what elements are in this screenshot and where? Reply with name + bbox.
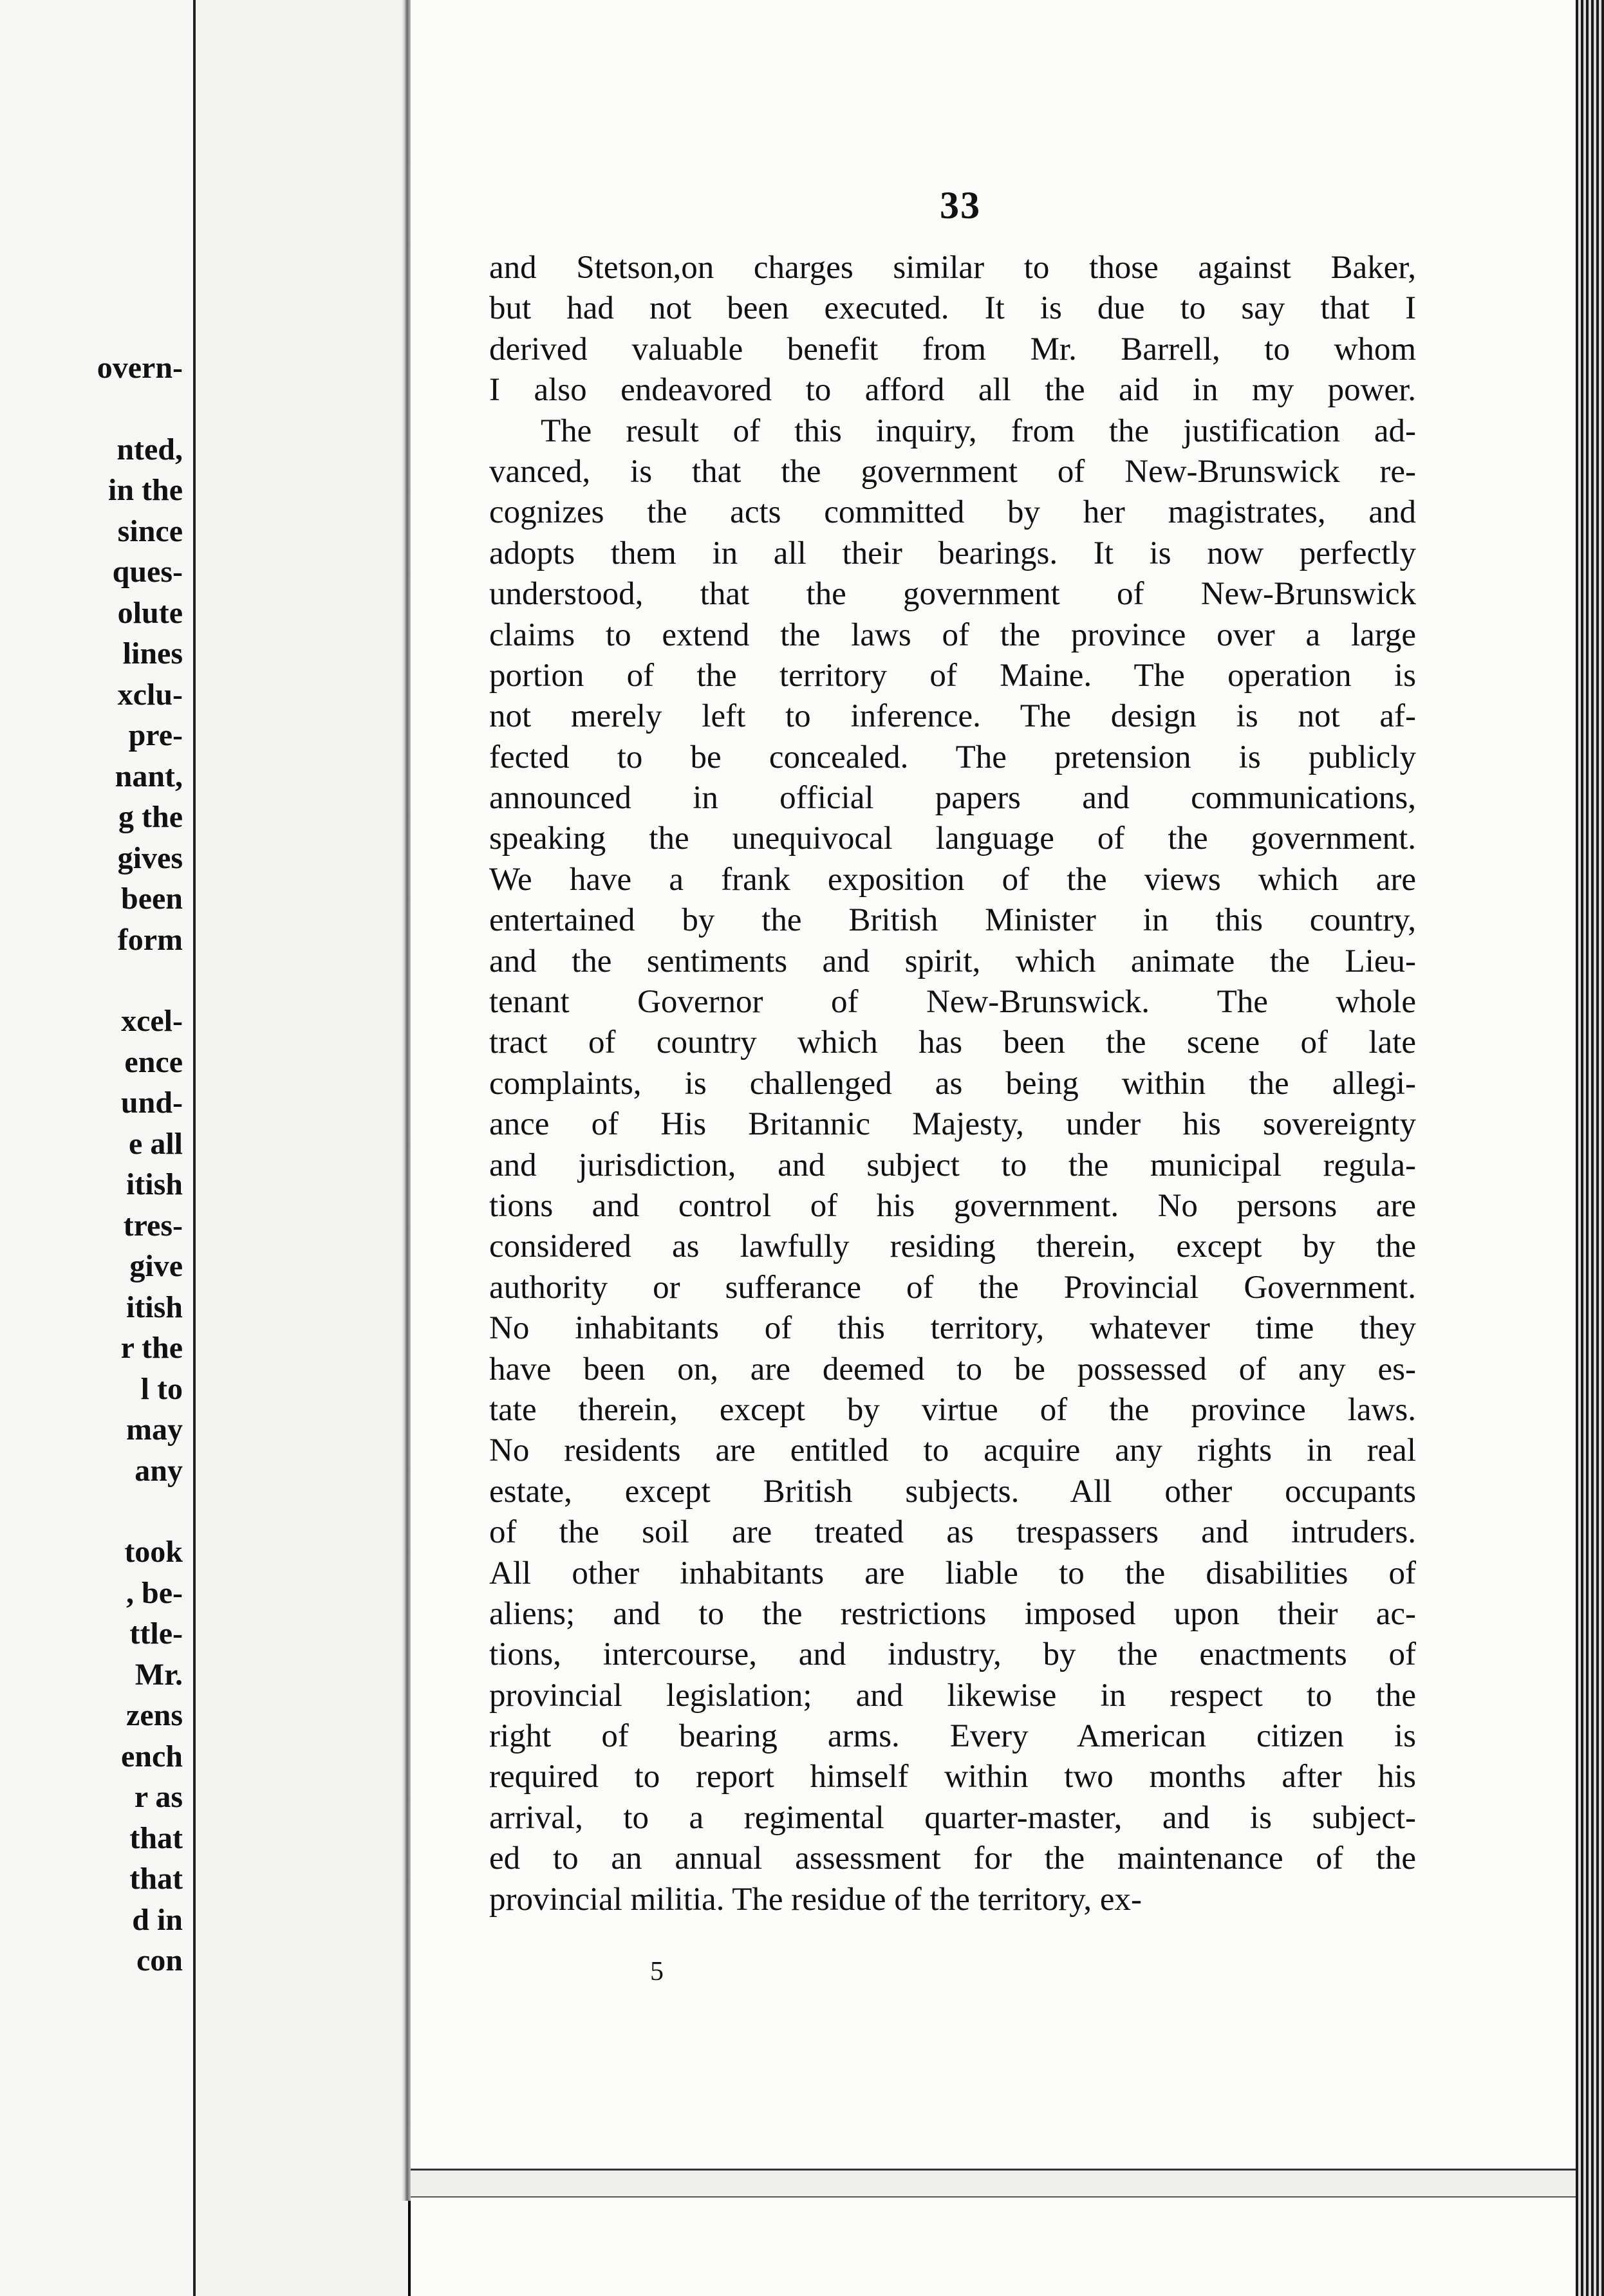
text-line: considered as lawfully residing therein, except by the	[489, 1228, 1416, 1265]
text-line: No inhabitants of this territory, whatever time they	[489, 1310, 1416, 1347]
text-line: understood, that the government of New-Brunswick	[489, 576, 1416, 613]
text-line: fected to be concealed. The pretension is publicly	[489, 739, 1416, 775]
left-fragment: may	[126, 1412, 183, 1447]
page-bottom-edge	[411, 2169, 1576, 2198]
left-fragment: since	[117, 514, 183, 548]
left-fragment: took	[124, 1535, 183, 1569]
text-line: vanced, is that the government of New-Brunswick re-	[489, 453, 1416, 490]
page-number: 33	[940, 184, 981, 227]
left-fragment: overn-	[97, 351, 183, 385]
text-line: The result of this inquiry, from the justification ad-	[541, 412, 1416, 449]
text-line: and Stetson,on charges similar to those against Baker,	[489, 250, 1416, 286]
text-line: ance of His Britannic Majesty, under his sovereignty	[489, 1106, 1416, 1143]
text-line: provincial legislation; and likewise in respect to the	[489, 1677, 1416, 1714]
text-line: adopts them in all their bearings. It is now perfectly	[489, 535, 1416, 571]
text-line: estate, except British subjects. All other occupants	[489, 1473, 1416, 1510]
text-line: announced in official papers and communications,	[489, 780, 1416, 817]
text-line: We have a frank exposition of the views which are	[489, 861, 1416, 898]
left-fragment: form	[117, 922, 183, 957]
text-line: cognizes the acts committed by her magistrates, and	[489, 494, 1416, 531]
left-fragment: g the	[118, 800, 183, 834]
left-fragment: con	[136, 1943, 183, 1977]
left-fragment: d in	[132, 1902, 183, 1937]
book-gutter	[196, 0, 408, 2296]
left-page	[0, 0, 196, 2296]
text-line: complaints, is challenged as being within the allegi-	[489, 1065, 1416, 1102]
left-fragment: lines	[122, 636, 183, 671]
left-fragment: xclu-	[117, 677, 183, 712]
left-fragment: nted,	[117, 432, 183, 467]
text-line: ed to an annual assessment for the maintenance of the	[489, 1840, 1416, 1877]
left-fragment: give	[129, 1249, 183, 1283]
text-line: I also endeavored to afford all the aid in my power.	[489, 372, 1416, 409]
left-fragment: , be-	[126, 1575, 183, 1610]
left-fragment: tres-	[123, 1208, 183, 1243]
text-line: provincial militia. The residue of the territory, ex-	[489, 1881, 1142, 1918]
left-fragment: olute	[117, 595, 183, 630]
text-line: and the sentiments and spirit, which animate the Lieu-	[489, 943, 1416, 979]
text-line: have been on, are deemed to be possessed of any es-	[489, 1351, 1416, 1387]
text-line: tenant Governor of New-Brunswick. The whole	[489, 984, 1416, 1021]
text-line: speaking the unequivocal language of the government.	[489, 820, 1416, 857]
text-line: aliens; and to the restrictions imposed upon their ac-	[489, 1595, 1416, 1632]
left-fragment: r as	[134, 1780, 183, 1814]
text-line: claims to extend the laws of the province over a large	[489, 616, 1416, 653]
left-fragment: ques-	[112, 555, 183, 589]
text-line: of the soil are treated as trespassers and intruders.	[489, 1514, 1416, 1551]
left-fragment: pre-	[128, 718, 183, 752]
text-line: tions, intercourse, and industry, by the enactments of	[489, 1636, 1416, 1673]
text-line: derived valuable benefit from Mr. Barrell, to whom	[489, 331, 1416, 367]
text-line: No residents are entitled to acquire any rights in real	[489, 1432, 1416, 1469]
body-text	[489, 248, 1416, 1920]
text-line: required to report himself within two months after his	[489, 1759, 1416, 1795]
left-fragment: itish	[126, 1167, 183, 1201]
text-line: tate therein, except by virtue of the province laws.	[489, 1391, 1416, 1428]
text-line: portion of the territory of Maine. The operation is	[489, 657, 1416, 694]
left-fragment: itish	[126, 1290, 183, 1324]
left-fragment: gives	[117, 840, 183, 875]
signature-mark: 5	[650, 1957, 664, 1986]
left-fragment: zens	[126, 1698, 183, 1732]
left-fragment: in the	[107, 473, 183, 507]
left-fragment: l to	[140, 1371, 183, 1406]
left-fragment: r the	[120, 1331, 183, 1365]
text-line: not merely left to inference. The design is not af-	[489, 698, 1416, 735]
left-fragment: nant,	[115, 759, 183, 793]
text-line: right of bearing arms. Every American citizen is	[489, 1718, 1416, 1755]
left-fragment: that	[129, 1820, 183, 1855]
text-line: arrival, to a regimental quarter-master, and is subject-	[489, 1799, 1416, 1836]
text-line: tions and control of his government. No persons are	[489, 1187, 1416, 1224]
page-stack-edge	[1576, 0, 1604, 2296]
left-fragment: e all	[129, 1126, 183, 1161]
left-fragment: Mr.	[135, 1657, 183, 1692]
left-fragment: any	[135, 1453, 183, 1488]
text-line: and jurisdiction, and subject to the municipal regula-	[489, 1147, 1416, 1183]
left-fragment: ence	[124, 1044, 183, 1079]
text-line: entertained by the British Minister in this country,	[489, 902, 1416, 939]
left-fragment: xcel-	[121, 1004, 183, 1038]
left-fragment: und-	[120, 1086, 183, 1120]
left-fragment: ench	[121, 1739, 183, 1773]
page-fold-shadow	[402, 0, 411, 2201]
text-line: tract of country which has been the scene of late	[489, 1024, 1416, 1061]
left-fragment: ttle-	[129, 1616, 183, 1651]
left-fragment: that	[129, 1862, 183, 1896]
text-line: authority or sufferance of the Provincial Government.	[489, 1269, 1416, 1306]
text-line: but had not been executed. It is due to say that I	[489, 290, 1416, 327]
text-line: All other inhabitants are liable to the disabilities of	[489, 1555, 1416, 1591]
left-page-text-fragments	[97, 347, 183, 1981]
left-fragment: been	[121, 882, 183, 916]
